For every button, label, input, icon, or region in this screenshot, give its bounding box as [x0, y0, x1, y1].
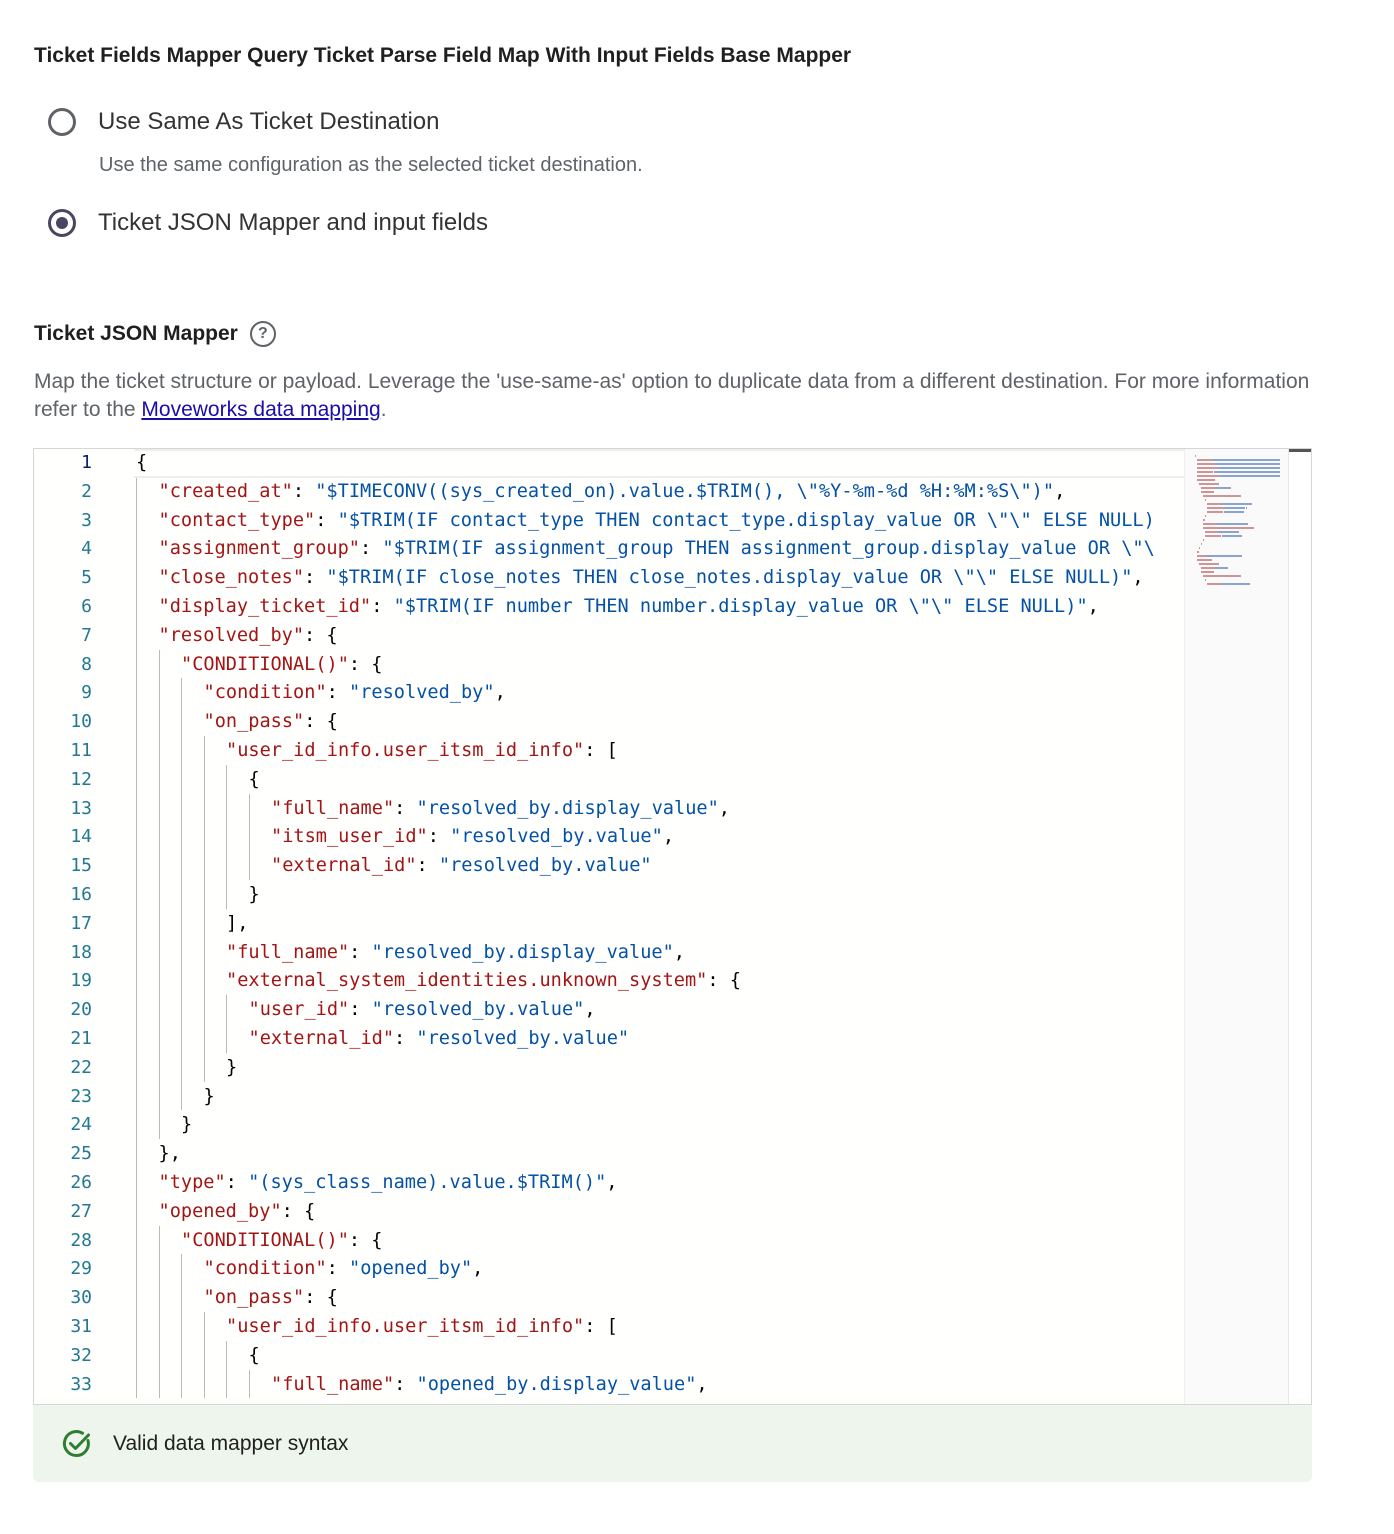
json-punctuation: , — [606, 1172, 618, 1193]
minimap-line — [1238, 531, 1239, 533]
editor-scrollbar[interactable] — [1288, 449, 1311, 1404]
line-number: 4 — [81, 538, 92, 560]
json-punctuation: , — [1087, 596, 1099, 617]
json-punctuation: : — [394, 1373, 417, 1395]
code-line — [226, 938, 685, 967]
line-number: 15 — [70, 855, 92, 877]
code-line — [159, 621, 338, 650]
code-line — [271, 1370, 708, 1399]
minimap-line — [1221, 503, 1251, 505]
minimap-line — [1197, 559, 1209, 561]
indent-guide — [226, 1341, 227, 1399]
json-punctuation: ], — [226, 912, 249, 934]
json-key: "condition" — [203, 682, 327, 704]
radio-label-json-mapper: Ticket JSON Mapper and input fields — [98, 209, 488, 236]
json-punctuation: : { — [348, 653, 383, 675]
json-key: "itsm_user_id" — [271, 826, 428, 848]
minimap-line — [1201, 567, 1213, 569]
json-value: "$TIMECONV((sys_created_on).value.$TRIM(), \"%Y-%m-%d %H:%M:%S\")" — [315, 480, 1055, 502]
json-value: "opened_by" — [349, 1258, 473, 1280]
json-key: "full_name" — [271, 1373, 395, 1395]
minimap-line — [1227, 567, 1228, 569]
code-line — [204, 707, 338, 736]
radio-option-use-same[interactable] — [48, 108, 439, 136]
code-line — [159, 477, 1066, 506]
description-suffix: . — [380, 398, 387, 421]
json-key: "CONDITIONAL()" — [181, 1229, 349, 1251]
line-number: 31 — [70, 1316, 92, 1337]
json-value: "resolved_by.display_value" — [371, 941, 674, 963]
line-number: 12 — [70, 768, 92, 790]
code-line — [271, 851, 652, 880]
json-key: "close_notes" — [158, 567, 305, 589]
json-punctuation: : — [225, 1172, 249, 1193]
mapper-title-text: Ticket JSON Mapper — [34, 322, 238, 345]
json-punctuation: : [ — [584, 1316, 618, 1337]
line-number: 2 — [81, 480, 92, 502]
line-number: 24 — [70, 1114, 92, 1136]
minimap-line — [1205, 535, 1219, 537]
minimap-line — [1205, 515, 1206, 517]
line-number: 20 — [70, 999, 92, 1021]
json-punctuation: : — [371, 596, 394, 617]
json-value: "$TRIM(IF close_notes THEN close_notes.display_value OR \"\" ELSE NULL)" — [326, 567, 1133, 589]
question-circle-icon[interactable]: ? — [250, 321, 276, 347]
indent-guide — [226, 765, 227, 909]
json-code-editor[interactable] — [33, 448, 1312, 1405]
json-key: "type" — [158, 1172, 226, 1193]
line-number: 9 — [81, 682, 92, 704]
minimap-line — [1224, 511, 1245, 513]
minimap-line — [1203, 575, 1238, 577]
editor-scrollbar-thumb[interactable] — [1289, 449, 1311, 452]
json-key: "full_name" — [226, 941, 350, 963]
json-value: "resolved_by.value" — [450, 826, 663, 848]
minimap-line — [1207, 503, 1219, 505]
code-line — [249, 1341, 260, 1370]
json-key: "contact_type" — [158, 509, 316, 531]
json-key: "created_at" — [158, 480, 293, 502]
line-number: 21 — [70, 1028, 92, 1049]
minimap-line — [1215, 463, 1280, 465]
indent-guide — [136, 477, 137, 1399]
code-line — [159, 534, 1155, 563]
line-number: 17 — [70, 912, 92, 934]
minimap-line — [1199, 483, 1216, 485]
current-line-highlight — [134, 449, 1184, 478]
code-line — [226, 1053, 237, 1082]
minimap-line — [1199, 563, 1216, 565]
json-punctuation: , — [673, 941, 685, 963]
code-line — [249, 995, 596, 1024]
json-punctuation: , — [718, 797, 730, 819]
mapper-title — [34, 321, 276, 347]
code-line — [181, 1226, 383, 1255]
minimap-line — [1203, 519, 1205, 521]
minimap-line — [1211, 491, 1214, 493]
minimap-line — [1207, 511, 1221, 513]
minimap-line — [1238, 495, 1241, 497]
line-number: 16 — [70, 884, 92, 905]
editor-minimap[interactable] — [1184, 449, 1290, 1404]
minimap-line — [1249, 583, 1250, 585]
code-line — [249, 765, 260, 794]
json-punctuation: : { — [707, 970, 741, 992]
json-punctuation: { — [136, 452, 148, 473]
json-value: "opened_by.display_value" — [416, 1373, 697, 1395]
line-number: 25 — [70, 1143, 92, 1165]
line-number: 11 — [70, 740, 92, 761]
json-key: "on_pass" — [203, 1287, 305, 1309]
line-number: 1 — [81, 452, 92, 473]
json-value: "$TRIM(IF number THEN number.display_value OR \"\" ELSE NULL)" — [393, 596, 1088, 617]
minimap-line — [1207, 583, 1219, 585]
indent-guide — [159, 650, 160, 1140]
line-number: 32 — [70, 1344, 92, 1366]
section-title: Ticket Fields Mapper Query Ticket Parse Field Map With Input Fields Base Mapper — [34, 44, 852, 67]
minimap-line — [1230, 487, 1231, 489]
check-circle-icon — [61, 1428, 93, 1460]
json-key: "on_pass" — [203, 711, 305, 733]
line-number: 10 — [70, 711, 92, 733]
json-value: "$TRIM(IF contact_type THEN contact_type.display_value OR \"\" ELSE NULL) — [337, 509, 1155, 531]
moveworks-data-mapping-link[interactable]: Moveworks data mapping — [141, 398, 381, 421]
code-line — [181, 650, 383, 679]
json-punctuation: : — [349, 941, 372, 963]
minimap-line — [1207, 507, 1222, 509]
minimap-line — [1219, 467, 1280, 469]
radio-option-json-mapper[interactable] — [48, 209, 488, 237]
json-punctuation: : — [292, 480, 316, 502]
json-punctuation: , — [584, 999, 596, 1021]
json-punctuation: } — [181, 1114, 193, 1136]
minimap-line — [1197, 551, 1199, 553]
line-number: 26 — [70, 1172, 92, 1193]
minimap-line — [1246, 507, 1247, 509]
minimap-line — [1215, 567, 1227, 569]
minimap-line — [1222, 535, 1243, 537]
json-punctuation: , — [662, 826, 675, 848]
json-punctuation: : { — [304, 1287, 338, 1309]
json-key: "display_ticket_id" — [158, 596, 372, 617]
code-line — [136, 449, 147, 477]
code-line — [159, 563, 1144, 592]
json-value: "resolved_by.value" — [371, 999, 585, 1021]
minimap-line — [1201, 487, 1213, 489]
json-punctuation: : — [394, 1028, 417, 1049]
minimap-line — [1212, 459, 1280, 461]
code-line — [249, 880, 260, 909]
json-key: "external_id" — [248, 1028, 395, 1049]
json-punctuation: : — [360, 538, 383, 560]
line-number: 19 — [70, 970, 92, 992]
code-line — [226, 736, 618, 765]
json-key: "full_name" — [271, 797, 395, 819]
json-punctuation: } — [203, 1085, 215, 1107]
line-number: 14 — [70, 826, 92, 848]
indent-guide — [204, 736, 205, 1082]
minimap-line — [1205, 531, 1215, 533]
minimap-line — [1216, 483, 1219, 485]
code-line — [204, 678, 506, 707]
code-line — [159, 506, 1155, 535]
line-number: 28 — [70, 1229, 92, 1251]
json-punctuation: , — [1132, 567, 1144, 589]
json-punctuation: { — [248, 1344, 260, 1366]
minimap-line — [1206, 555, 1241, 557]
json-key: "user_id" — [248, 999, 350, 1021]
minimap-line — [1205, 579, 1206, 581]
minimap-line — [1205, 499, 1206, 501]
mapper-description — [34, 368, 1324, 424]
radio-button-json-mapper[interactable] — [48, 209, 76, 237]
json-punctuation: : — [315, 509, 338, 531]
json-punctuation: : — [304, 567, 327, 589]
json-punctuation: , — [494, 682, 506, 704]
json-punctuation: : { — [304, 624, 338, 646]
radio-help-use-same: Use the same configuration as the selected ticket destination. — [99, 154, 643, 176]
line-number: 30 — [70, 1287, 92, 1309]
line-number: 7 — [81, 624, 92, 646]
minimap-line — [1221, 583, 1249, 585]
code-line — [226, 966, 741, 995]
code-line — [159, 1197, 316, 1226]
code-line — [249, 1024, 630, 1053]
minimap-line — [1215, 487, 1229, 489]
code-line — [159, 1139, 181, 1168]
json-key: "external_id" — [271, 855, 417, 877]
json-key: "resolved_by" — [158, 624, 305, 646]
line-number: 3 — [81, 509, 92, 531]
json-punctuation: : — [326, 1258, 350, 1280]
code-line — [204, 1283, 338, 1312]
minimap-line — [1217, 531, 1238, 533]
line-number: 33 — [70, 1373, 92, 1395]
json-value: "resolved_by.display_value" — [416, 797, 719, 819]
minimap-line — [1197, 459, 1210, 461]
json-punctuation: : [ — [584, 740, 618, 761]
minimap-line — [1197, 475, 1218, 477]
line-number: 18 — [70, 941, 92, 963]
minimap-line — [1241, 555, 1242, 557]
json-key: "user_id_info.user_itsm_id_info" — [226, 1316, 585, 1337]
line-number: 5 — [81, 567, 92, 589]
minimap-line — [1197, 555, 1204, 557]
line-number: 6 — [81, 596, 92, 617]
line-number: 13 — [70, 797, 92, 819]
line-number-gutter — [34, 449, 134, 1404]
json-punctuation: , — [472, 1258, 484, 1280]
minimap-line — [1197, 463, 1212, 465]
minimap-line — [1250, 527, 1253, 529]
validation-status-text: Valid data mapper syntax — [113, 1431, 349, 1455]
json-punctuation: { — [248, 768, 260, 790]
code-area[interactable] — [134, 449, 1184, 1404]
indent-guide — [249, 794, 250, 880]
line-number: 22 — [70, 1056, 92, 1078]
radio-label-use-same: Use Same As Ticket Destination — [98, 108, 440, 135]
json-punctuation: : { — [304, 711, 338, 733]
code-line — [271, 794, 730, 823]
minimap-line — [1225, 507, 1246, 509]
minimap-line — [1220, 475, 1280, 477]
minimap-line — [1238, 575, 1241, 577]
json-punctuation: : — [394, 797, 417, 819]
code-line — [204, 1082, 215, 1111]
json-key: "user_id_info.user_itsm_id_info" — [226, 740, 585, 761]
minimap-line — [1216, 563, 1219, 565]
indent-guide — [249, 1370, 250, 1399]
line-number: 29 — [70, 1258, 92, 1280]
indent-guide — [181, 678, 182, 1110]
json-key: "CONDITIONAL()" — [181, 653, 349, 675]
json-punctuation: } — [248, 884, 260, 905]
json-value: "resolved_by.value" — [438, 855, 652, 877]
minimap-line — [1214, 471, 1281, 473]
json-value: "$TRIM(IF assignment_group THEN assignment_group.display_value OR \"\ — [382, 538, 1155, 560]
minimap-line — [1197, 479, 1211, 481]
indent-guide — [226, 995, 227, 1053]
json-key: "assignment_group" — [158, 538, 360, 560]
minimap-line — [1251, 503, 1252, 505]
line-number: 23 — [70, 1085, 92, 1107]
code-line — [181, 1110, 192, 1139]
minimap-line — [1201, 543, 1202, 545]
indent-guide — [181, 1254, 182, 1398]
minimap-line — [1247, 523, 1248, 525]
minimap-line — [1203, 495, 1238, 497]
code-line — [159, 592, 1099, 621]
json-value: "resolved_by" — [349, 682, 495, 704]
json-punctuation: , — [1054, 480, 1066, 502]
description-text: Map the ticket structure or payload. Leverage the 'use-same-as' option to duplicate data from a different destination. For more information refer to the — [34, 370, 1310, 421]
code-line — [271, 822, 674, 851]
json-key: "opened_by" — [158, 1200, 282, 1222]
minimap-line — [1209, 559, 1212, 561]
json-punctuation: , — [696, 1373, 708, 1395]
minimap-line — [1197, 467, 1217, 469]
code-line — [204, 1254, 484, 1283]
json-value: "(sys_class_name).value.$TRIM()" — [248, 1172, 607, 1193]
indent-guide — [159, 1226, 160, 1399]
validation-status-bar — [33, 1405, 1312, 1482]
indent-guide — [204, 1312, 205, 1398]
json-punctuation: : — [427, 826, 451, 848]
json-punctuation: } — [226, 1056, 238, 1078]
json-punctuation: : { — [281, 1200, 316, 1222]
json-punctuation: : — [349, 999, 372, 1021]
minimap-line — [1203, 539, 1204, 541]
line-number: 8 — [81, 653, 92, 675]
code-line — [226, 909, 248, 938]
json-punctuation: : — [326, 682, 350, 704]
line-number: 27 — [70, 1200, 92, 1222]
minimap-line — [1201, 571, 1211, 573]
minimap-line — [1203, 523, 1215, 525]
minimap-line — [1197, 471, 1211, 473]
minimap-line — [1211, 479, 1214, 481]
minimap-line — [1217, 523, 1247, 525]
json-punctuation: }, — [158, 1143, 181, 1165]
radio-button-use-same[interactable] — [48, 108, 76, 136]
json-key: "condition" — [203, 1258, 327, 1280]
json-value: "resolved_by.value" — [416, 1028, 630, 1049]
code-line — [159, 1168, 618, 1197]
json-punctuation: : — [416, 855, 439, 877]
minimap-line — [1199, 547, 1200, 549]
code-line — [226, 1312, 618, 1341]
json-punctuation: : { — [348, 1229, 383, 1251]
minimap-line — [1211, 571, 1214, 573]
minimap-line — [1195, 455, 1196, 457]
minimap-line — [1203, 527, 1250, 529]
json-key: "external_system_identities.unknown_system" — [226, 970, 708, 992]
minimap-line — [1201, 491, 1211, 493]
